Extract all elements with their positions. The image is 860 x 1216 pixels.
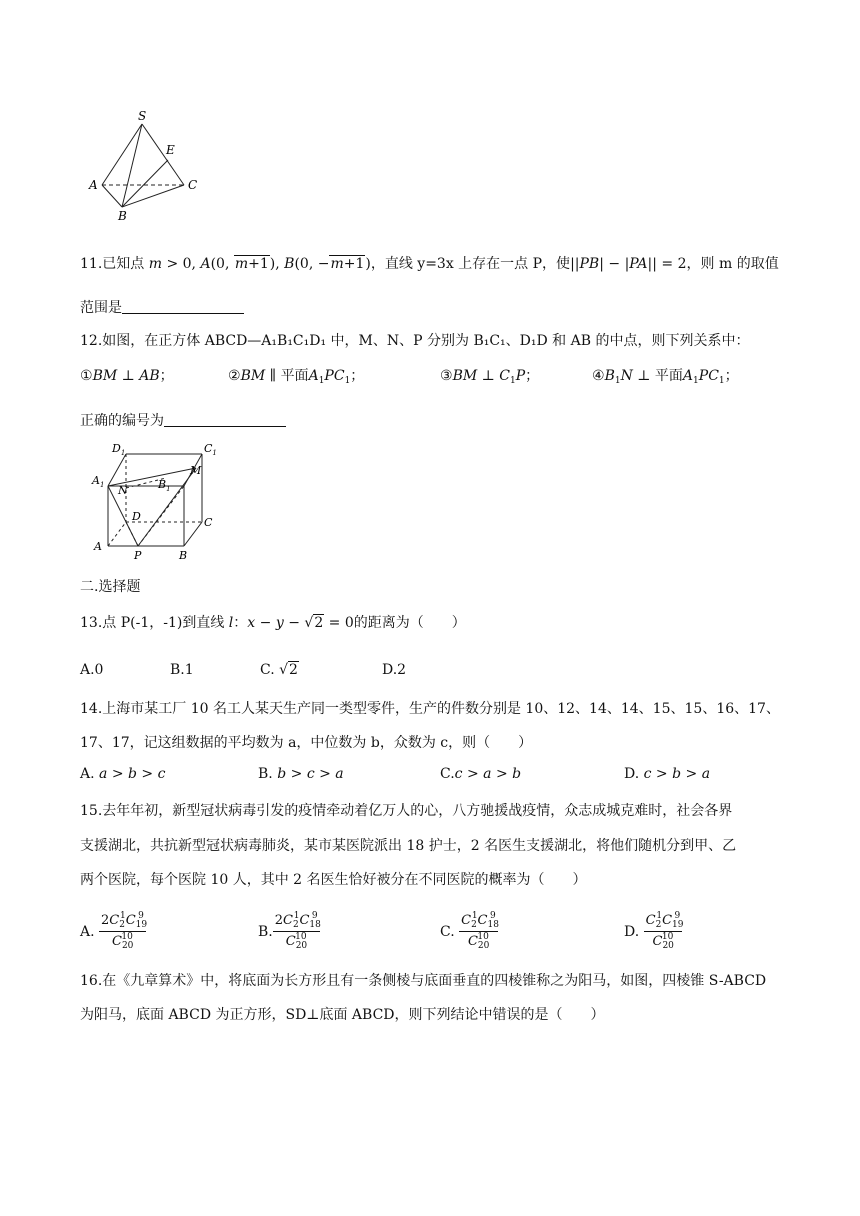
q14-option-c[interactable]: C.c > a > b [440, 766, 522, 782]
label-d: D [132, 510, 141, 523]
q14-option-d[interactable]: D. c > b > a [624, 766, 711, 782]
q14-option-a[interactable]: A. a > b > c [80, 766, 166, 782]
q13-option-d[interactable]: D.2 [382, 662, 407, 678]
q11-line1: 11.已知点 m > 0, A(0, m+1), B(0, −m+1)，直线 y=3x 上存在一点 P，使||PB| − |PA|| = 2，则 m 的取值 [80, 256, 779, 272]
q14-line1: 14.上海市某工厂 10 名工人某天生产同一类型零件，生产的件数分别是 10、12、14、14、15、15、16、17、 [80, 701, 780, 717]
label-b1: $B_1$ [158, 478, 171, 493]
q15-options [80, 902, 780, 952]
label-c1: $C_1$ [204, 442, 217, 457]
q15-line1: 15.去年年初，新型冠状病毒引发的疫情牵动着亿万人的心，八方驰援战疫情，众志成城克难时，社会各界 [80, 803, 733, 819]
section-title: 二.选择题 [80, 579, 141, 595]
q16-line1: 16.在《九章算术》中，将底面为长方形且有一条侧棱与底面垂直的四棱锥称之为阳马，如图，四棱锥 S-ABCD [80, 973, 767, 989]
label-c: C [188, 178, 198, 192]
label-a: A [94, 540, 102, 553]
q12-line1: 12.如图，在正方体 ABCD—A₁B₁C₁D₁ 中，M、N、P 分别为 B₁C₁、D₁D 和 AB 的中点，则下列关系中： [80, 333, 750, 349]
q15-option-a[interactable]: A. $\frac{2C_2^1C_{19}^9}{C_{20}^{10}}$ [80, 911, 148, 952]
q12-line3: 正确的编号为 [80, 410, 286, 430]
q14-option-b[interactable]: B. b > c > a [258, 766, 344, 782]
label-a1: $A_1$ [92, 474, 105, 489]
answer-blank[interactable] [122, 299, 244, 314]
label-e: E [166, 143, 175, 157]
label-p: P [134, 549, 142, 562]
q15-option-c[interactable]: C. $\frac{C_2^1C_{18}^9}{C_{20}^{10}}$ [440, 911, 499, 952]
q11-line2: 范围是 [80, 297, 244, 317]
q13-stem: 13.点 P(-1，-1)到直线 l：x − y − √2 = 0的距离为（ ） [80, 615, 466, 631]
label-m: M [190, 464, 202, 477]
q15-option-d[interactable]: D. $\frac{C_2^1C_{19}^9}{C_{20}^{10}}$ [624, 911, 684, 952]
q13-option-c[interactable]: C. √2 [260, 662, 298, 678]
q16-line2: 为阳马，底面 ABCD 为正方形，SD⊥底面 ABCD，则下列结论中错误的是（ ） [80, 1007, 605, 1023]
label-d1: $D_1$ [112, 442, 126, 457]
q15-option-b[interactable]: B. $\frac{2C_2^1C_{18}^9}{C_{20}^{10}}$ [258, 911, 321, 952]
q15-line3: 两个医院，每个医院 10 人，其中 2 名医生恰好被分在不同医院的概率为（ ） [80, 872, 587, 888]
label-s: S [138, 109, 147, 123]
tetrahedron-figure [80, 108, 210, 224]
q15-line2: 支援湖北，共抗新型冠状病毒肺炎，某市某医院派出 18 护士，2 名医生支援湖北，将他们随机分到甲、乙 [80, 838, 737, 854]
label-b: B [118, 209, 127, 223]
label-c: C [204, 516, 213, 529]
q13-option-b[interactable]: B.1 [170, 662, 194, 678]
q14-line2: 17、17，记这组数据的平均数为 a，中位数为 b，众数为 c，则（ ） [80, 735, 533, 751]
label-n: N [118, 484, 128, 497]
q13-option-a[interactable]: A.0 [80, 662, 104, 678]
cube-figure [86, 438, 226, 562]
label-a: A [89, 178, 98, 192]
answer-blank-12[interactable] [164, 412, 286, 427]
label-b: B [179, 549, 188, 562]
